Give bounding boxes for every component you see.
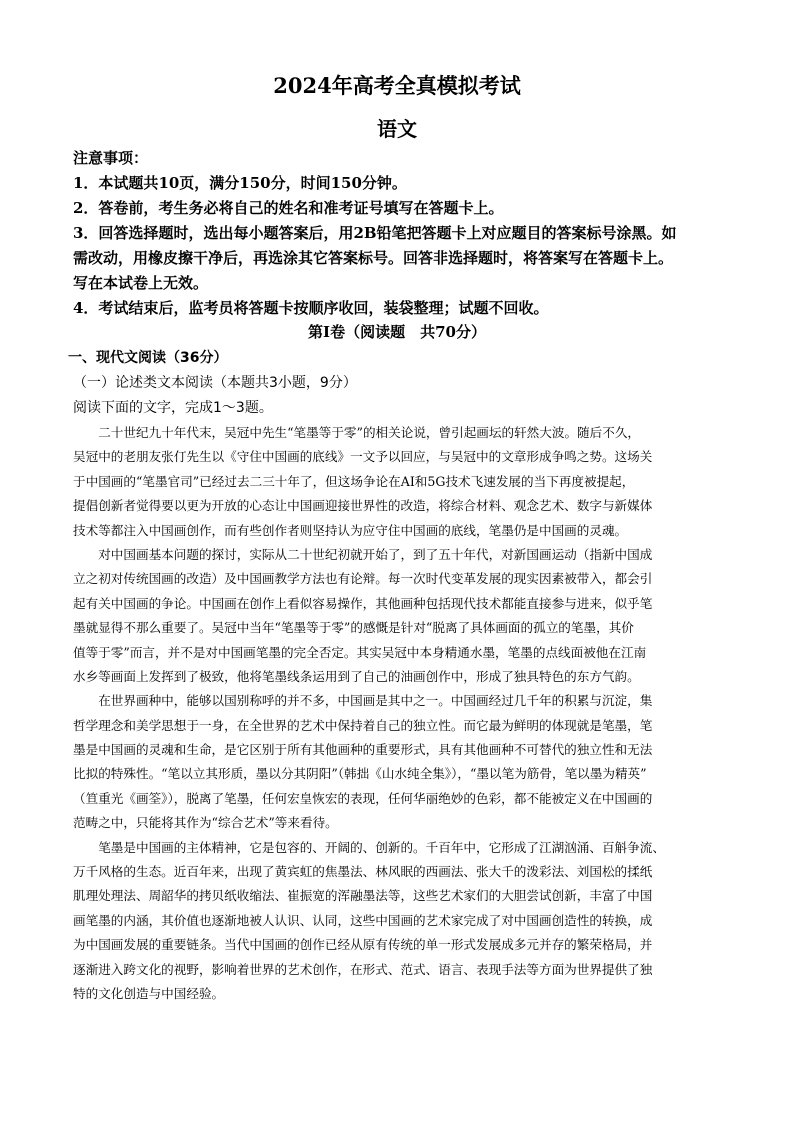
passage-line: 值等于零”而言，并不是对中国画笔墨的完全否定。其实吴冠中本身精通水墨，笔墨的点线面被他在江南 (73, 644, 647, 660)
passage-line: 逐渐进入跨文化的视野，影响着世界的艺术创作，在形式、范式、语言、表现手法等方面为世界提供了独 (73, 961, 653, 977)
passage-line: 吴冠中的老朋友张仃先生以《守住中国画的底线》一文予以回应，与吴冠中的文章形成争鸣之势。这场关 (73, 449, 653, 465)
section-title: 第Ⅰ卷（阅读题 共70分） (308, 323, 486, 341)
note-line: 2．答卷前，考生务必将自己的姓名和准考证号填写在答题卡上。 (73, 199, 504, 217)
passage-line: 为中国画发展的重要链条。当代中国画的创作已经从原有传统的单一形式发展成多元并存的繁荣格局，并 (73, 937, 653, 953)
note-line: 4．考试结束后，监考员将答题卡按顺序收回，装袋整理；试题不回收。 (73, 299, 549, 317)
passage-line: 特的文化创造与中国经验。 (73, 985, 225, 1001)
passage-line: 画笔墨的内涵，其价值也逐渐地被人认识、认同，这些中国画的艺术家完成了对中国画创造性的转换，成 (73, 912, 653, 928)
passage-line: 笔墨是中国画的主体精神，它是包容的、开阔的、创新的。千百年中，它形成了江湖汹涌、百斛争流、 (73, 839, 665, 855)
passage-line: 哲学理念和美学思想于一身，在全世界的艺术中保持着自己的独立性。而它最为鲜明的体现就是笔墨，笔 (73, 717, 653, 733)
passage-line: 万千风格的生态。近百年来，出现了黄宾虹的焦墨法、林风眠的西画法、张大千的泼彩法、刘国松的揉纸 (73, 864, 653, 880)
passage-line: 立之初对传统国画的改造）及中国画教学方法也有论辩。每一次时代变革发展的现实因素被带入，都会引 (73, 571, 653, 587)
note-line: 3．回答选择题时，选出每小题答案后，用2B铅笔把答题卡上对应题目的答案标号涂黑。如 (73, 224, 677, 242)
passage-line: 比拟的特殊性。“笔以立其形质，墨以分其阴阳”（韩拙《山水纯全集》），“墨以笔为筋骨，笔以墨为精英” (73, 766, 647, 782)
passage-line: 肌理处理法、周韶华的拷贝纸收缩法、崔振宽的浑融墨法等，这些艺术家们的大胆尝试创新，丰富了中国 (73, 888, 653, 904)
note-line: 写在本试卷上无效。 (73, 274, 209, 292)
sub-heading: （一）论述类文本阅读（本题共3小题，9分） (73, 375, 357, 391)
reading-instruction: 阅读下面的文字，完成1～3题。 (73, 400, 273, 416)
passage-line: 在世界画种中，能够以国别称呼的并不多，中国画是其中之一。中国画经过几千年的积累与沉淀，集 (73, 693, 653, 709)
passage-line: 水乡等画面上发挥到了极致，他将笔墨线条运用到了自己的油画创作中，形成了独具特色的东方气韵。 (73, 668, 640, 684)
subject-title: 语文 (377, 117, 417, 141)
passage-line: 范畴之中，只能将其作为“综合艺术”等来看待。 (73, 815, 338, 831)
passage-line: （笪重光《画筌》），脱离了笔墨，任何宏皇恢宏的表现，任何华丽绝妙的色彩，都不能被定义在中国画的 (73, 790, 653, 806)
passage-line: 起有关中国画的争论。中国画在创作上看似容易操作，其他画种包括现代技术都能直接参与进来，似乎笔 (73, 595, 653, 611)
part-heading: 一、现代文阅读（36分） (68, 350, 228, 366)
notes-heading: 注意事项： (73, 149, 149, 167)
notes-block (73, 146, 733, 321)
passage-line: 墨就显得不那么重要了。吴冠中当年“笔墨等于零”的感慨是针对“脱离了具体画面的孤立的笔墨，其价 (73, 620, 634, 636)
passage-text (73, 421, 721, 1006)
passage-line: 于中国画的“笔墨官司”已经过去二三十年了，但这场争论在AI和5G技术飞速发展的当下再度被提起， (73, 473, 635, 489)
exam-title: 2024年高考全真模拟考试 (273, 73, 521, 98)
passage-line: 提倡创新者觉得要以更为开放的心态让中国画迎接世界性的改造，将综合材料、观念艺术、数字与新媒体 (73, 498, 653, 514)
note-line: 1．本试题共10页，满分150分，时间150分钟。 (73, 174, 407, 192)
passage-line: 技术等都注入中国画创作，而有些创作者则坚持认为应守住中国画的底线，笔墨仍是中国画的灵魂。 (73, 522, 628, 538)
note-line: 需改动，用橡皮擦干净后，再选涂其它答案标号。回答非选择题时，将答案写在答题卡上。 (73, 249, 674, 267)
passage-line: 对中国画基本问题的探讨，实际从二十世纪初就开始了，到了五十年代，对新国画运动（指新中国成 (73, 546, 653, 562)
passage-line: 二十世纪九十年代末，吴冠中先生“笔墨等于零”的相关论说，曾引起画坛的轩然大波。随后不久， (73, 425, 641, 440)
passage-line: 墨是中国画的灵魂和生命，是它区别于所有其他画种的重要形式，具有其他画种不可替代的独立性和无法 (73, 742, 653, 758)
